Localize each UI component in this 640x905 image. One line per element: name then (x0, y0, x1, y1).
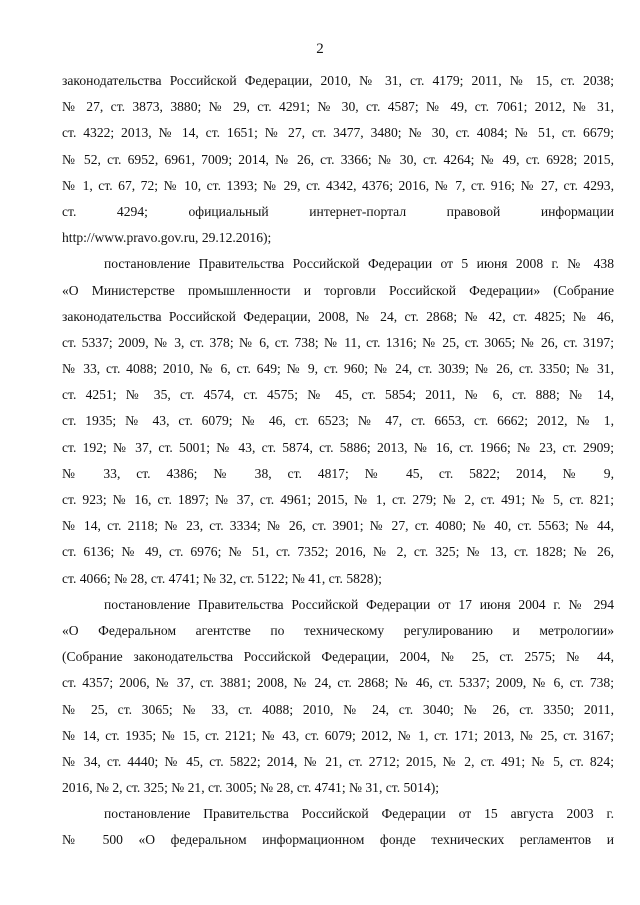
paragraph (62, 592, 614, 802)
text-line: постановление Правительства Российской Федерации от 15 августа 2003 г. (104, 806, 614, 822)
text-line: № 33, ст. 4088; 2010, № 6, ст. 649; № 9, ст. 960; № 24, ст. 3039; № 26, ст. 3350; № 31, (62, 361, 614, 377)
text-line: ст. 5337; 2009, № 3, ст. 378; № 6, ст. 738; № 11, ст. 1316; № 25, ст. 3065; № 26, ст. 3197; (62, 334, 614, 350)
text-line: № 34, ст. 4440; № 45, ст. 5822; 2014, № 21, ст. 2712; 2015, № 2, ст. 491; № 5, ст. 824; (62, 753, 614, 769)
text-line: (Собрание законодательства Российской Федерации, 2004, № 25, ст. 2575; № 44, (62, 649, 614, 665)
text-line: законодательства Российской Федерации, 2008, № 24, ст. 2868; № 42, ст. 4825; № 46, (62, 308, 614, 324)
text-line: ст. 1935; № 43, ст. 6079; № 46, ст. 6523; № 47, ст. 6653, ст. 6662; 2012, № 1, (62, 413, 614, 429)
text-line: законодательства Российской Федерации, 2010, № 31, ст. 4179; 2011, № 15, ст. 2038; (62, 73, 614, 88)
text-line: «О Министерстве промышленности и торговли Российской Федерации» (Собрание (62, 282, 614, 298)
text-line: ст. 4322; 2013, № 14, ст. 1651; № 27, ст. 3477, 3480; № 30, ст. 4084; № 51, ст. 6679; (62, 125, 614, 141)
text-line: постановление Правительства Российской Федерации от 5 июня 2008 г. № 438 (104, 256, 614, 272)
text-line: № 52, ст. 6952, 6961, 7009; 2014, № 26, ст. 3366; № 30, ст. 4264; № 49, ст. 6928; 2015, (62, 151, 614, 167)
text-line: 2016, № 2, ст. 325; № 21, ст. 3005; № 28, ст. 4741; № 31, ст. 5014); (62, 780, 439, 796)
text-line: № 14, ст. 1935; № 15, ст. 2121; № 43, ст. 6079; 2012, № 1, ст. 171; 2013, № 25, ст. 3167; (62, 727, 614, 743)
document-body (62, 68, 614, 854)
text-line: постановление Правительства Российской Федерации от 17 июня 2004 г. № 294 (104, 596, 614, 612)
text-line: № 25, ст. 3065; № 33, ст. 4088; 2010, № 24, ст. 3040; № 26, ст. 3350; 2011, (62, 701, 614, 717)
text-line: ст. 4357; 2006, № 37, ст. 3881; 2008, № 24, ст. 2868; № 46, ст. 5337; 2009, № 6, ст. 738; (62, 675, 614, 691)
text-line: «О Федеральном агентстве по техническому регулированию и метрологии» (62, 622, 614, 638)
text-line: ст. 192; № 37, ст. 5001; № 43, ст. 5874, ст. 5886; 2013, № 16, ст. 1966; № 23, ст. 2909; (62, 439, 614, 455)
text-line: ст. 4251; № 35, ст. 4574, ст. 4575; № 45, ст. 5854; 2011, № 6, ст. 888; № 14, (62, 387, 614, 403)
text-line: № 33, ст. 4386; № 38, ст. 4817; № 45, ст. 5822; 2014, № 9, (62, 465, 614, 481)
paragraph (62, 251, 614, 591)
paragraph (62, 68, 614, 251)
text-line: № 27, ст. 3873, 3880; № 29, ст. 4291; № 30, ст. 4587; № 49, ст. 7061; 2012, № 31, (62, 99, 614, 115)
paragraph (62, 801, 614, 853)
text-line: № 14, ст. 2118; № 23, ст. 3334; № 26, ст. 3901; № 27, ст. 4080; № 40, ст. 5563; № 44, (62, 518, 614, 534)
text-line: ст. 923; № 16, ст. 1897; № 37, ст. 4961; 2015, № 1, ст. 279; № 2, ст. 491; № 5, ст. 821; (62, 492, 614, 507)
text-line: № 500 «О федеральном информационном фонде технических регламентов и (62, 832, 614, 848)
text-line: ст. 4294; официальный интернет-портал правовой информации (62, 203, 614, 219)
text-line: № 1, ст. 67, 72; № 10, ст. 1393; № 29, ст. 4342, 4376; 2016, № 7, ст. 916; № 27, ст. 4293, (62, 177, 614, 193)
text-line: ст. 6136; № 49, ст. 6976; № 51, ст. 7352; 2016, № 2, ст. 325; № 13, ст. 1828; № 26, (62, 544, 614, 560)
text-line: http://www.pravo.gov.ru, 29.12.2016); (62, 230, 272, 246)
page-number: 2 (316, 41, 324, 57)
text-line: ст. 4066; № 28, ст. 4741; № 32, ст. 5122; № 41, ст. 5828); (62, 570, 382, 586)
